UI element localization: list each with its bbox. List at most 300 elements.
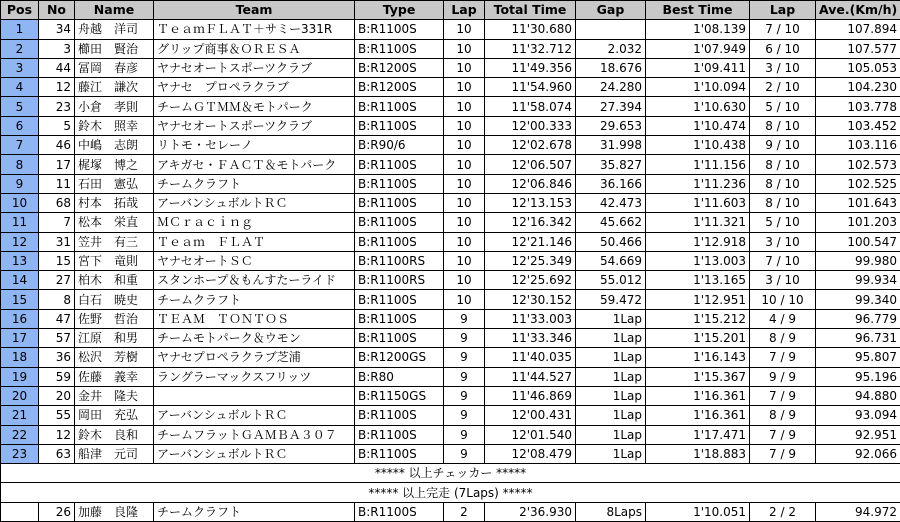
cell-type: B:R1100RS (355, 271, 444, 290)
cell-lap: 10 (444, 232, 485, 251)
header-type: Type (355, 1, 444, 20)
cell-ave: 99.980 (816, 251, 900, 270)
cell-team: ＴｅａｍＦＬＡＴ＋サミー331R (154, 20, 355, 39)
cell-best-lap: 3 / 10 (750, 58, 816, 77)
cell-gap: 59.472 (576, 290, 646, 309)
cell-gap: 1Lap (576, 329, 646, 348)
cell-best-time: 1'15.201 (646, 329, 750, 348)
finish-note: ***** 以上完走 (7Laps) ***** (1, 483, 900, 502)
cell-pos: 15 (1, 290, 39, 309)
cell-no: 26 (39, 502, 75, 521)
cell-name: 岡田 充弘 (75, 406, 154, 425)
cell-best-time: 1'13.165 (646, 271, 750, 290)
cell-best-lap: 8 / 10 (750, 116, 816, 135)
cell-type: B:R1100S (355, 213, 444, 232)
cell-pos: 16 (1, 309, 39, 328)
cell-best-time: 1'13.003 (646, 251, 750, 270)
cell-gap: 1Lap (576, 444, 646, 463)
cell-total-time: 11'40.035 (485, 348, 576, 367)
cell-best-time: 1'11.603 (646, 193, 750, 212)
cell-name: 佐野 哲治 (75, 309, 154, 328)
cell-total-time: 11'46.869 (485, 386, 576, 405)
cell-pos: 13 (1, 251, 39, 270)
cell-total-time: 12'16.342 (485, 213, 576, 232)
table-row (1, 425, 900, 444)
cell-lap: 9 (444, 386, 485, 405)
cell-team: アーバンシュボルトＲＣ (154, 193, 355, 212)
cell-gap: 45.662 (576, 213, 646, 232)
cell-gap: 31.998 (576, 136, 646, 155)
cell-type: B:R1100S (355, 174, 444, 193)
cell-pos: 22 (1, 425, 39, 444)
cell-best-time: 1'10.438 (646, 136, 750, 155)
checker-note: ***** 以上チェッカー ***** (1, 464, 900, 483)
cell-lap: 9 (444, 425, 485, 444)
cell-lap: 9 (444, 309, 485, 328)
cell-best-lap: 2 / 2 (750, 502, 816, 521)
cell-name: 藤江 謙次 (75, 78, 154, 97)
cell-lap: 10 (444, 290, 485, 309)
header-pos: Pos (1, 1, 39, 20)
cell-best-lap: 7 / 10 (750, 251, 816, 270)
cell-total-time: 12'08.479 (485, 444, 576, 463)
cell-team: アキガセ・ＦＡＣＴ＆モトパーク (154, 155, 355, 174)
cell-no: 12 (39, 425, 75, 444)
cell-pos: 21 (1, 406, 39, 425)
cell-name: 梶塚 博之 (75, 155, 154, 174)
cell-gap: 1Lap (576, 348, 646, 367)
cell-pos: 2 (1, 39, 39, 58)
cell-type: B:R1200S (355, 78, 444, 97)
cell-gap: 55.012 (576, 271, 646, 290)
cell-name: 金井 隆夫 (75, 386, 154, 405)
cell-best-time: 1'16.361 (646, 406, 750, 425)
cell-best-time: 1'11.236 (646, 174, 750, 193)
table-row (1, 406, 900, 425)
cell-best-lap: 3 / 10 (750, 271, 816, 290)
cell-total-time: 12'21.146 (485, 232, 576, 251)
cell-ave: 99.934 (816, 271, 900, 290)
cell-ave: 102.525 (816, 174, 900, 193)
cell-lap: 10 (444, 213, 485, 232)
cell-gap (576, 20, 646, 39)
cell-type: B:R1100S (355, 329, 444, 348)
cell-total-time: 11'33.346 (485, 329, 576, 348)
cell-type: B:R1100S (355, 193, 444, 212)
cell-lap: 10 (444, 20, 485, 39)
cell-pos: 8 (1, 155, 39, 174)
cell-pos: 5 (1, 97, 39, 116)
cell-best-lap: 5 / 10 (750, 213, 816, 232)
cell-team: スタンホープ＆もんすたーライド (154, 271, 355, 290)
cell-ave: 92.066 (816, 444, 900, 463)
cell-team: ヤナセオートスポーツクラブ (154, 116, 355, 135)
header-best-lap: Lap (750, 1, 816, 20)
cell-lap: 10 (444, 78, 485, 97)
finish-note-row (1, 483, 900, 502)
cell-no: 44 (39, 58, 75, 77)
cell-ave: 101.203 (816, 213, 900, 232)
cell-best-lap: 6 / 10 (750, 39, 816, 58)
table-row (1, 290, 900, 309)
cell-team: ＴＥＡＭ ＴＯＮＴＯＳ (154, 309, 355, 328)
cell-lap: 9 (444, 444, 485, 463)
cell-team: リトモ・セレーノ (154, 136, 355, 155)
cell-best-time: 1'12.951 (646, 290, 750, 309)
cell-ave: 102.573 (816, 155, 900, 174)
cell-name: 村本 拓哉 (75, 193, 154, 212)
cell-gap: 35.827 (576, 155, 646, 174)
cell-name: 江原 和男 (75, 329, 154, 348)
cell-gap: 42.473 (576, 193, 646, 212)
cell-team (154, 386, 355, 405)
cell-total-time: 12'13.153 (485, 193, 576, 212)
cell-best-lap: 8 / 9 (750, 406, 816, 425)
cell-no: 68 (39, 193, 75, 212)
table-row (1, 136, 900, 155)
cell-type: B:R1100S (355, 155, 444, 174)
cell-best-time: 1'15.367 (646, 367, 750, 386)
cell-total-time: 12'00.431 (485, 406, 576, 425)
cell-total-time: 11'44.527 (485, 367, 576, 386)
table-row (1, 348, 900, 367)
cell-best-time: 1'15.212 (646, 309, 750, 328)
table-row (1, 213, 900, 232)
cell-no: 7 (39, 213, 75, 232)
cell-best-time: 1'09.411 (646, 58, 750, 77)
cell-total-time: 12'25.349 (485, 251, 576, 270)
cell-team: Ｔｅａｍ ＦＬＡＴ (154, 232, 355, 251)
cell-no: 27 (39, 271, 75, 290)
cell-total-time: 12'06.507 (485, 155, 576, 174)
cell-best-time: 1'11.321 (646, 213, 750, 232)
cell-team: チームフラットＧＡＭＢＡ３０７ (154, 425, 355, 444)
cell-no: 15 (39, 251, 75, 270)
header-best-time: Best Time (646, 1, 750, 20)
cell-best-lap: 7 / 9 (750, 444, 816, 463)
cell-team: グリップ商事＆ＯＲＥＳＡ (154, 39, 355, 58)
cell-no: 11 (39, 174, 75, 193)
cell-total-time: 12'00.333 (485, 116, 576, 135)
cell-lap: 10 (444, 251, 485, 270)
cell-ave: 99.340 (816, 290, 900, 309)
cell-no: 23 (39, 97, 75, 116)
cell-lap: 10 (444, 39, 485, 58)
table-row (1, 193, 900, 212)
cell-total-time: 11'30.680 (485, 20, 576, 39)
cell-best-lap: 8 / 9 (750, 329, 816, 348)
cell-pos: 7 (1, 136, 39, 155)
cell-name: 松沢 芳樹 (75, 348, 154, 367)
cell-pos: 1 (1, 20, 39, 39)
cell-no: 46 (39, 136, 75, 155)
cell-best-lap: 5 / 10 (750, 97, 816, 116)
cell-ave: 104.230 (816, 78, 900, 97)
cell-best-lap: 10 / 10 (750, 290, 816, 309)
cell-name: 加藤 良隆 (75, 502, 154, 521)
table-row (1, 386, 900, 405)
cell-ave: 95.196 (816, 367, 900, 386)
cell-total-time: 11'58.074 (485, 97, 576, 116)
cell-team: ヤナセ プロペラクラブ (154, 78, 355, 97)
cell-name: 冨岡 春彦 (75, 58, 154, 77)
cell-type: B:R1100S (355, 406, 444, 425)
header-gap: Gap (576, 1, 646, 20)
cell-best-lap: 7 / 10 (750, 20, 816, 39)
cell-ave: 103.778 (816, 97, 900, 116)
header-total-time: Total Time (485, 1, 576, 20)
cell-ave: 94.972 (816, 502, 900, 521)
cell-type: B:R1150GS (355, 386, 444, 405)
cell-lap: 10 (444, 174, 485, 193)
cell-pos: 19 (1, 367, 39, 386)
cell-pos: 18 (1, 348, 39, 367)
table-row (1, 39, 900, 58)
cell-best-lap: 7 / 9 (750, 425, 816, 444)
cell-total-time: 12'02.678 (485, 136, 576, 155)
cell-gap: 1Lap (576, 367, 646, 386)
cell-type: B:R1100S (355, 290, 444, 309)
cell-name: 松本 栄直 (75, 213, 154, 232)
cell-total-time: 11'54.960 (485, 78, 576, 97)
cell-total-time: 11'33.003 (485, 309, 576, 328)
cell-no: 3 (39, 39, 75, 58)
cell-pos: 4 (1, 78, 39, 97)
cell-name: 笠井 有三 (75, 232, 154, 251)
cell-best-time: 1'07.949 (646, 39, 750, 58)
cell-type: B:R1100S (355, 116, 444, 135)
table-row (1, 251, 900, 270)
cell-ave: 105.053 (816, 58, 900, 77)
cell-ave: 96.779 (816, 309, 900, 328)
header-no: No (39, 1, 75, 20)
cell-best-time: 1'16.143 (646, 348, 750, 367)
table-row (1, 78, 900, 97)
cell-no: 8 (39, 290, 75, 309)
table-row (1, 116, 900, 135)
cell-pos (1, 502, 39, 521)
cell-pos: 3 (1, 58, 39, 77)
cell-ave: 95.807 (816, 348, 900, 367)
cell-gap: 27.394 (576, 97, 646, 116)
cell-lap: 9 (444, 406, 485, 425)
cell-best-time: 1'10.051 (646, 502, 750, 521)
table-header (1, 1, 900, 20)
header-row (1, 1, 900, 20)
table-row (1, 20, 900, 39)
cell-lap: 10 (444, 136, 485, 155)
cell-gap: 50.466 (576, 232, 646, 251)
cell-type: B:R1100S (355, 309, 444, 328)
cell-team: ヤナセオートＳＣ (154, 251, 355, 270)
cell-gap: 24.280 (576, 78, 646, 97)
cell-best-lap: 2 / 10 (750, 78, 816, 97)
cell-team: チームモトパーク＆ウモン (154, 329, 355, 348)
table-row (1, 271, 900, 290)
cell-best-time: 1'12.918 (646, 232, 750, 251)
header-name: Name (75, 1, 154, 20)
cell-lap: 10 (444, 58, 485, 77)
cell-ave: 107.577 (816, 39, 900, 58)
cell-lap: 9 (444, 348, 485, 367)
table-row (1, 444, 900, 463)
header-lap: Lap (444, 1, 485, 20)
cell-team: ラングラーマックスフリッツ (154, 367, 355, 386)
cell-gap: 1Lap (576, 386, 646, 405)
table-row (1, 329, 900, 348)
cell-gap: 1Lap (576, 309, 646, 328)
cell-best-time: 1'10.474 (646, 116, 750, 135)
cell-type: B:R1100RS (355, 251, 444, 270)
cell-ave: 107.894 (816, 20, 900, 39)
cell-gap: 2.032 (576, 39, 646, 58)
cell-no: 63 (39, 444, 75, 463)
cell-no: 34 (39, 20, 75, 39)
cell-ave: 100.547 (816, 232, 900, 251)
cell-name: 鈴木 良和 (75, 425, 154, 444)
cell-pos: 11 (1, 213, 39, 232)
cell-gap: 1Lap (576, 406, 646, 425)
cell-type: B:R1100S (355, 39, 444, 58)
checker-note-row (1, 464, 900, 483)
cell-best-time: 1'17.471 (646, 425, 750, 444)
cell-name: 舟越 洋司 (75, 20, 154, 39)
cell-best-lap: 9 / 10 (750, 136, 816, 155)
cell-name: 櫛田 賢治 (75, 39, 154, 58)
cell-no: 55 (39, 406, 75, 425)
cell-no: 57 (39, 329, 75, 348)
cell-ave: 101.643 (816, 193, 900, 212)
cell-no: 12 (39, 78, 75, 97)
cell-pos: 23 (1, 444, 39, 463)
cell-lap: 9 (444, 329, 485, 348)
table-row (1, 232, 900, 251)
cell-type: B:R80 (355, 367, 444, 386)
cell-best-time: 1'08.139 (646, 20, 750, 39)
cell-name: 中嶋 志朗 (75, 136, 154, 155)
cell-no: 31 (39, 232, 75, 251)
cell-pos: 20 (1, 386, 39, 405)
cell-gap: 29.653 (576, 116, 646, 135)
cell-team: チームクラフト (154, 290, 355, 309)
cell-name: 白石 暁史 (75, 290, 154, 309)
cell-no: 36 (39, 348, 75, 367)
cell-ave: 92.951 (816, 425, 900, 444)
cell-best-time: 1'18.883 (646, 444, 750, 463)
cell-lap: 2 (444, 502, 485, 521)
table-row (1, 367, 900, 386)
cell-ave: 103.452 (816, 116, 900, 135)
table-row (1, 58, 900, 77)
cell-pos: 6 (1, 116, 39, 135)
cell-team: チームクラフト (154, 502, 355, 521)
cell-gap: 8Laps (576, 502, 646, 521)
cell-lap: 10 (444, 193, 485, 212)
cell-pos: 10 (1, 193, 39, 212)
cell-lap: 10 (444, 271, 485, 290)
cell-type: B:R90/6 (355, 136, 444, 155)
cell-total-time: 12'30.152 (485, 290, 576, 309)
cell-best-lap: 7 / 9 (750, 386, 816, 405)
table-body (1, 20, 900, 522)
cell-total-time: 12'06.846 (485, 174, 576, 193)
cell-name: 船津 元司 (75, 444, 154, 463)
cell-gap: 18.676 (576, 58, 646, 77)
cell-best-lap: 7 / 9 (750, 348, 816, 367)
cell-type: B:R1100S (355, 425, 444, 444)
cell-team: ヤナセオートスポーツクラブ (154, 58, 355, 77)
cell-type: B:R1200S (355, 58, 444, 77)
cell-best-lap: 4 / 9 (750, 309, 816, 328)
cell-pos: 14 (1, 271, 39, 290)
cell-best-lap: 3 / 10 (750, 232, 816, 251)
cell-lap: 9 (444, 367, 485, 386)
cell-no: 5 (39, 116, 75, 135)
cell-type: B:R1100S (355, 97, 444, 116)
cell-best-time: 1'10.094 (646, 78, 750, 97)
cell-no: 17 (39, 155, 75, 174)
cell-gap: 36.166 (576, 174, 646, 193)
cell-lap: 10 (444, 97, 485, 116)
cell-name: 宮下 竜則 (75, 251, 154, 270)
cell-team: チームクラフト (154, 174, 355, 193)
table-row (1, 309, 900, 328)
cell-total-time: 11'49.356 (485, 58, 576, 77)
cell-no: 59 (39, 367, 75, 386)
cell-type: B:R1200GS (355, 348, 444, 367)
cell-ave: 94.880 (816, 386, 900, 405)
cell-total-time: 12'25.692 (485, 271, 576, 290)
cell-no: 47 (39, 309, 75, 328)
header-ave: Ave.(Km/h) (816, 1, 900, 20)
cell-gap: 54.669 (576, 251, 646, 270)
cell-type: B:R1100S (355, 502, 444, 521)
cell-type: B:R1100S (355, 232, 444, 251)
cell-best-lap: 8 / 10 (750, 155, 816, 174)
cell-type: B:R1100S (355, 444, 444, 463)
cell-total-time: 2'36.930 (485, 502, 576, 521)
table-row (1, 97, 900, 116)
cell-type: B:R1100S (355, 20, 444, 39)
cell-total-time: 11'32.712 (485, 39, 576, 58)
cell-team: ヤナセプロペラクラブ芝浦 (154, 348, 355, 367)
cell-name: 鈴木 照幸 (75, 116, 154, 135)
cell-best-time: 1'16.361 (646, 386, 750, 405)
cell-team: ＭＣｒａｃｉｎｇ (154, 213, 355, 232)
cell-no: 20 (39, 386, 75, 405)
cell-name: 佐藤 義幸 (75, 367, 154, 386)
cell-team: チームＧＴＭＭ＆モトパーク (154, 97, 355, 116)
cell-pos: 17 (1, 329, 39, 348)
table-row (1, 174, 900, 193)
cell-team: アーバンシュボルトＲＣ (154, 444, 355, 463)
cell-best-time: 1'10.630 (646, 97, 750, 116)
cell-gap: 1Lap (576, 425, 646, 444)
cell-team: アーバンシュボルトＲＣ (154, 406, 355, 425)
cell-total-time: 12'01.540 (485, 425, 576, 444)
cell-ave: 93.094 (816, 406, 900, 425)
cell-pos: 12 (1, 232, 39, 251)
cell-name: 小倉 孝則 (75, 97, 154, 116)
cell-lap: 10 (444, 116, 485, 135)
cell-best-lap: 8 / 10 (750, 174, 816, 193)
cell-best-lap: 8 / 10 (750, 193, 816, 212)
cell-name: 柏木 和重 (75, 271, 154, 290)
cell-lap: 10 (444, 155, 485, 174)
cell-best-lap: 9 / 9 (750, 367, 816, 386)
cell-ave: 96.731 (816, 329, 900, 348)
table-row (1, 155, 900, 174)
